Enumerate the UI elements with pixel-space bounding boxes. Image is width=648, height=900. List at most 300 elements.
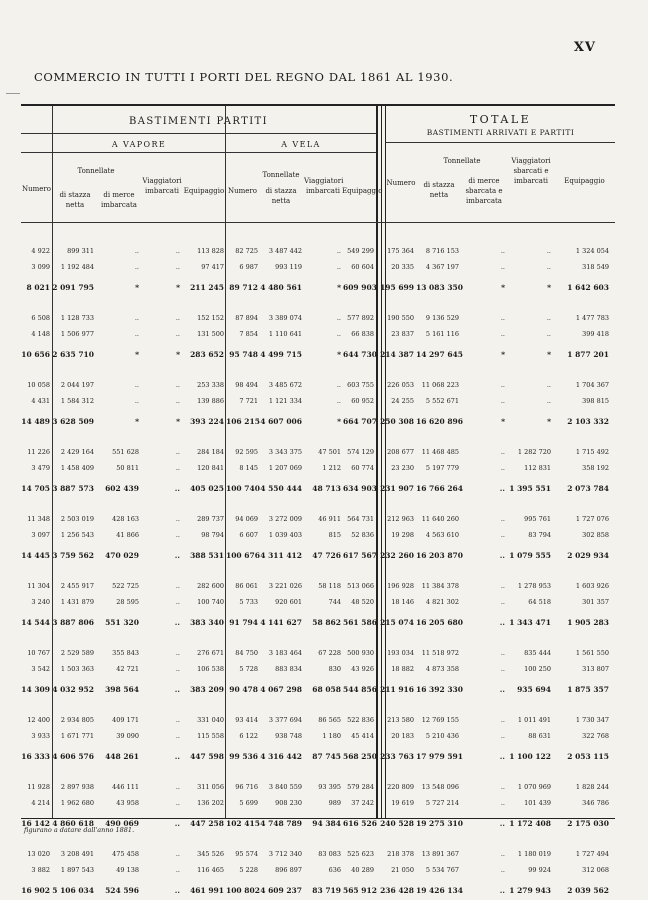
cell-numero: 3 933: [31, 732, 50, 740]
table-row: [21, 530, 615, 541]
cell-equipaggio-tot: 313 807: [582, 665, 609, 673]
cell-viaggiatori: ..: [174, 618, 180, 627]
cell-numero-tot: 20 335: [391, 263, 414, 271]
cell-numero-vela: 99 536: [229, 752, 258, 761]
cell-numero: 14 705: [21, 484, 50, 493]
cell-stazza-tot: 4 563 610: [425, 531, 459, 539]
cell-numero: 3 882: [31, 866, 50, 874]
cell-numero: 4 214: [31, 799, 50, 807]
cell-numero-vela: 6 987: [239, 263, 258, 271]
cell-numero-tot: 213 580: [387, 716, 414, 724]
cell-equipaggio: 383 209: [190, 685, 224, 694]
cell-numero: 12 400: [27, 716, 50, 724]
cell-stazza-vela: 4 480 561: [260, 283, 302, 292]
cell-viaggiatori: ..: [175, 515, 180, 523]
cell-numero-tot: 220 809: [387, 783, 414, 791]
section-divider: [381, 106, 386, 818]
cell-numero-vela: 98 494: [235, 381, 258, 389]
cell-equipaggio: 383 340: [190, 618, 224, 627]
cell-viaggiatori: ..: [175, 448, 180, 456]
cell-equipaggio: 276 671: [197, 649, 224, 657]
cell-stazza-tot: 4 873 358: [425, 665, 459, 673]
cell-numero: 11 304: [27, 582, 50, 590]
cell-viaggiatori-vela: ..: [336, 330, 341, 338]
cell-stazza-tot: 5 552 671: [425, 397, 459, 405]
cell-equipaggio: 106 538: [197, 665, 224, 673]
cell-viaggiatori-tot: 1 079 555: [509, 551, 551, 560]
cell-viaggiatori-vela: *: [337, 350, 341, 359]
cell-equipaggio: 311 056: [197, 783, 224, 791]
table-row: [21, 597, 615, 608]
cell-viaggiatori: ..: [175, 582, 180, 590]
cell-merce-tot: ..: [500, 448, 505, 456]
cell-merce-tot: ..: [500, 582, 505, 590]
cell-viaggiatori: ..: [175, 598, 180, 606]
table-row-total: [21, 684, 615, 695]
header-di-merce: di merce imbarcata: [101, 191, 137, 209]
cell-merce: *: [135, 417, 139, 426]
cell-equipaggio: 388 531: [190, 551, 224, 560]
cell-numero-vela: 96 716: [235, 783, 258, 791]
cell-equipaggio-vela: 568 250: [343, 752, 377, 761]
cell-numero: 11 348: [27, 515, 50, 523]
cell-merce-tot: ..: [500, 330, 505, 338]
header-equipaggio: Equipaggio: [183, 187, 225, 195]
cell-equipaggio-vela: 60 604: [351, 263, 374, 271]
cell-numero: 14 309: [21, 685, 50, 694]
header-tonnellate-vela: Tonnellate: [262, 171, 300, 179]
cell-numero-vela: 94 069: [235, 515, 258, 523]
cell-viaggiatori: ..: [175, 665, 180, 673]
cell-equipaggio-vela: 574 129: [347, 448, 374, 456]
cell-numero: 3 097: [31, 531, 50, 539]
cell-equipaggio-vela: 561 586: [343, 618, 377, 627]
cell-merce-tot: ..: [500, 263, 505, 271]
cell-viaggiatori-tot: ..: [546, 330, 551, 338]
cell-numero-vela: 6 122: [239, 732, 258, 740]
cell-numero-vela: 7 854: [239, 330, 258, 338]
table-row-total: [21, 617, 615, 628]
header-rule: [21, 152, 376, 153]
cell-numero-tot: 233 763: [380, 752, 414, 761]
cell-equipaggio-tot: 1 828 244: [575, 783, 609, 791]
cell-stazza-tot: 9 136 529: [425, 314, 459, 322]
cell-equipaggio-tot: 2 053 115: [567, 752, 609, 761]
cell-merce-tot: ..: [500, 732, 505, 740]
cell-merce: 490 069: [105, 819, 139, 828]
cell-viaggiatori-tot: ..: [546, 263, 551, 271]
cell-numero-vela: 106 215: [226, 417, 260, 426]
cell-merce-tot: *: [501, 417, 505, 426]
cell-merce: 470 029: [105, 551, 139, 560]
cell-stazza: 899 311: [67, 247, 94, 255]
cell-equipaggio-tot: 1 477 783: [575, 314, 609, 322]
cell-stazza-vela: 938 748: [275, 732, 302, 740]
cell-viaggiatori: ..: [175, 330, 180, 338]
cell-merce: 524 596: [105, 886, 139, 895]
cell-merce: 602 439: [105, 484, 139, 493]
cell-equipaggio: 116 465: [197, 866, 224, 874]
col-divider: [52, 106, 53, 818]
cell-equipaggio-vela: 603 755: [347, 381, 374, 389]
cell-equipaggio: 139 886: [197, 397, 224, 405]
cell-stazza-tot: 11 068 223: [421, 381, 459, 389]
cell-stazza: 2 635 710: [52, 350, 94, 359]
cell-merce-tot: ..: [499, 752, 505, 761]
cell-equipaggio-vela: 40 289: [351, 866, 374, 874]
cell-stazza: 3 887 573: [52, 484, 94, 493]
cell-viaggiatori: ..: [175, 732, 180, 740]
cell-stazza-vela: 3 487 442: [268, 247, 302, 255]
cell-equipaggio-tot: 1 715 492: [575, 448, 609, 456]
cell-viaggiatori: ..: [175, 866, 180, 874]
cell-stazza: 2 455 917: [60, 582, 94, 590]
cell-equipaggio-vela: 565 912: [343, 886, 377, 895]
cell-viaggiatori: ..: [175, 314, 180, 322]
cell-numero-tot: 23 230: [391, 464, 414, 472]
cell-numero-tot: 193 034: [387, 649, 414, 657]
cell-merce-tot: ..: [499, 484, 505, 493]
col-divider: [376, 106, 378, 818]
table-row: [21, 648, 615, 659]
cell-numero-vela: 8 145: [239, 464, 258, 472]
cell-stazza-vela: 3 343 375: [268, 448, 302, 456]
cell-viaggiatori-vela: ..: [336, 247, 341, 255]
cell-viaggiatori-vela: 989: [328, 799, 341, 807]
cell-viaggiatori-vela: ..: [336, 314, 341, 322]
cell-stazza-vela: 4 316 442: [260, 752, 302, 761]
group-vela-label: A VELA: [281, 140, 321, 149]
cell-stazza: 4 860 618: [52, 819, 94, 828]
cell-numero: 4 922: [31, 247, 50, 255]
cell-equipaggio-tot: 2 175 030: [567, 819, 609, 828]
cell-stazza-vela: 4 550 444: [260, 484, 302, 493]
cell-numero-tot: 211 916: [380, 685, 414, 694]
cell-equipaggio-tot: 2 103 332: [567, 417, 609, 426]
cell-stazza-tot: 5 197 779: [425, 464, 459, 472]
cell-viaggiatori-vela: 83 083: [318, 850, 341, 858]
cell-stazza-vela: 3 377 694: [268, 716, 302, 724]
cell-stazza: 3 887 806: [52, 618, 94, 627]
cell-equipaggio-vela: 66 838: [351, 330, 374, 338]
cell-viaggiatori-tot: 1 180 019: [517, 850, 551, 858]
cell-stazza-tot: 16 392 330: [416, 685, 463, 694]
cell-viaggiatori-vela: 47 726: [312, 551, 341, 560]
cell-stazza: 4 606 576: [52, 752, 94, 761]
table-row-total: [21, 885, 615, 896]
cell-equipaggio: 405 025: [190, 484, 224, 493]
cell-viaggiatori-tot: 64 518: [528, 598, 551, 606]
header-numero: Numero: [22, 185, 51, 193]
cell-viaggiatori-tot: 88 631: [528, 732, 551, 740]
cell-equipaggio: 120 841: [197, 464, 224, 472]
table-row: [21, 782, 615, 793]
cell-equipaggio-tot: 1 730 347: [575, 716, 609, 724]
cell-viaggiatori: *: [176, 417, 180, 426]
cell-merce: 355 843: [112, 649, 139, 657]
cell-stazza: 2 934 805: [60, 716, 94, 724]
cell-numero-vela: 100 740: [226, 484, 260, 493]
cell-numero-tot: 232 260: [380, 551, 414, 560]
cell-numero: 3 542: [31, 665, 50, 673]
cell-viaggiatori-tot: 101 439: [524, 799, 551, 807]
cell-merce-tot: ..: [499, 685, 505, 694]
header-rule: [386, 142, 615, 143]
cell-numero: 10 656: [21, 350, 50, 359]
cell-stazza: 3 628 509: [52, 417, 94, 426]
cell-stazza-vela: 4 311 412: [260, 551, 302, 560]
cell-stazza-vela: 4 609 237: [260, 886, 302, 895]
cell-equipaggio-tot: 1 875 357: [567, 685, 609, 694]
cell-numero: 14 544: [21, 618, 50, 627]
cell-numero: 10 058: [27, 381, 50, 389]
cell-numero-vela: 95 748: [229, 350, 258, 359]
cell-numero-tot: 212 963: [387, 515, 414, 523]
cell-merce: 41 866: [116, 531, 139, 539]
cell-merce: ..: [134, 330, 139, 338]
cell-numero-vela: 6 607: [239, 531, 258, 539]
cell-merce: 39 090: [116, 732, 139, 740]
header-equipaggio-vela: Equipaggio: [342, 187, 383, 195]
cell-merce: ..: [134, 397, 139, 405]
cell-equipaggio-tot: 1 905 283: [567, 618, 609, 627]
header-viaggiatori: Viaggiatori imbarcati: [142, 177, 182, 195]
cell-numero-tot: 196 928: [387, 582, 414, 590]
cell-numero-vela: 5 733: [239, 598, 258, 606]
cell-merce-tot: ..: [499, 551, 505, 560]
cell-numero-vela: 89 712: [229, 283, 258, 292]
cell-equipaggio-vela: 48 520: [351, 598, 374, 606]
cell-numero-vela: 95 574: [235, 850, 258, 858]
cell-equipaggio-vela: 45 414: [351, 732, 374, 740]
cell-viaggiatori-tot: 112 831: [524, 464, 551, 472]
cell-equipaggio-vela: 616 526: [343, 819, 377, 828]
cell-stazza: 2 529 589: [60, 649, 94, 657]
cell-stazza-vela: 3 183 464: [268, 649, 302, 657]
cell-numero-vela: 92 595: [235, 448, 258, 456]
cell-equipaggio-vela: 60 952: [351, 397, 374, 405]
cell-numero-vela: 82 725: [235, 247, 258, 255]
cell-merce: 551 320: [105, 618, 139, 627]
cell-equipaggio-tot: 398 815: [582, 397, 609, 405]
cell-merce-tot: ..: [500, 866, 505, 874]
cell-merce: *: [135, 350, 139, 359]
cell-viaggiatori-vela: 86 565: [318, 716, 341, 724]
cell-merce: 409 171: [112, 716, 139, 724]
cell-stazza-vela: 1 110 641: [268, 330, 302, 338]
cell-viaggiatori-vela: 94 384: [312, 819, 341, 828]
cell-viaggiatori: ..: [175, 649, 180, 657]
cell-stazza-tot: 17 979 591: [416, 752, 463, 761]
cell-stazza-vela: 908 230: [275, 799, 302, 807]
cell-viaggiatori: ..: [174, 484, 180, 493]
cell-merce: 42 721: [116, 665, 139, 673]
cell-numero-tot: 250 308: [380, 417, 414, 426]
cell-equipaggio-tot: 1 877 201: [567, 350, 609, 359]
cell-viaggiatori: ..: [174, 752, 180, 761]
cell-merce-tot: ..: [499, 618, 505, 627]
cell-numero: 13 020: [27, 850, 50, 858]
cell-viaggiatori-vela: ..: [336, 381, 341, 389]
cell-numero-vela: 100 802: [226, 886, 260, 895]
header-di-stazza-tot: di stazza netta: [423, 181, 455, 199]
cell-equipaggio-vela: 609 903: [343, 283, 377, 292]
cell-viaggiatori-tot: ..: [546, 314, 551, 322]
group-vapore-label: A VAPORE: [111, 140, 167, 149]
cell-viaggiatori-tot: 1 070 969: [517, 783, 551, 791]
cell-stazza-tot: 14 297 645: [416, 350, 463, 359]
cell-merce-tot: ..: [499, 819, 505, 828]
cell-numero-tot: 23 837: [391, 330, 414, 338]
cell-numero-vela: 90 478: [229, 685, 258, 694]
cell-stazza-tot: 19 426 134: [416, 886, 463, 895]
cell-merce: 43 958: [116, 799, 139, 807]
cell-viaggiatori: ..: [175, 850, 180, 858]
table-row-total: [21, 349, 615, 360]
cell-equipaggio-tot: 1 324 054: [575, 247, 609, 255]
cell-stazza: 1 256 543: [60, 531, 94, 539]
cell-viaggiatori: ..: [175, 247, 180, 255]
cell-equipaggio-tot: 2 029 934: [567, 551, 609, 560]
cell-merce-tot: ..: [500, 649, 505, 657]
table-row-total: [21, 282, 615, 293]
cell-numero: 16 902: [21, 886, 50, 895]
cell-merce-tot: ..: [500, 799, 505, 807]
cell-numero-tot: 215 074: [380, 618, 414, 627]
table-row: [21, 313, 615, 324]
cell-numero: 10 767: [27, 649, 50, 657]
cell-numero-tot: 20 183: [391, 732, 414, 740]
cell-merce: 522 725: [112, 582, 139, 590]
cell-merce: 551 628: [112, 448, 139, 456]
cell-merce-tot: ..: [500, 598, 505, 606]
cell-stazza-tot: 13 891 367: [421, 850, 459, 858]
cell-stazza-tot: 4 367 197: [425, 263, 459, 271]
cell-viaggiatori: ..: [175, 783, 180, 791]
cell-stazza-vela: 1 121 334: [268, 397, 302, 405]
cell-merce-tot: ..: [500, 531, 505, 539]
cell-equipaggio-tot: 1 642 603: [567, 283, 609, 292]
cell-stazza: 5 106 034: [52, 886, 94, 895]
cell-numero-vela: 87 894: [235, 314, 258, 322]
table-row-total: [21, 483, 615, 494]
cell-stazza: 1 897 543: [60, 866, 94, 874]
cell-stazza: 2 091 795: [52, 283, 94, 292]
cell-numero: 14 489: [21, 417, 50, 426]
cell-equipaggio: 131 500: [197, 330, 224, 338]
cell-equipaggio-vela: 644 730: [343, 350, 377, 359]
cell-equipaggio-vela: 617 567: [343, 551, 377, 560]
cell-numero: 14 445: [21, 551, 50, 560]
cell-equipaggio: 393 224: [190, 417, 224, 426]
cell-stazza: 3 759 562: [52, 551, 94, 560]
cell-viaggiatori: ..: [174, 551, 180, 560]
cell-stazza-vela: 4 607 006: [260, 417, 302, 426]
table-row: [21, 731, 615, 742]
cell-stazza: 1 503 363: [60, 665, 94, 673]
cell-viaggiatori-vela: 48 713: [312, 484, 341, 493]
cell-viaggiatori-vela: ..: [336, 397, 341, 405]
cell-stazza: 2 429 164: [60, 448, 94, 456]
cell-merce: ..: [134, 247, 139, 255]
cell-viaggiatori: ..: [175, 716, 180, 724]
header-viaggiatori-vela: Viaggiatori imbarcati: [304, 177, 344, 195]
cell-merce: 475 458: [112, 850, 139, 858]
cell-numero-vela: 84 750: [235, 649, 258, 657]
cell-equipaggio-tot: 302 858: [582, 531, 609, 539]
cell-stazza-vela: 4 067 298: [260, 685, 302, 694]
cell-stazza-tot: 11 468 485: [421, 448, 459, 456]
cell-stazza: 1 458 409: [60, 464, 94, 472]
cell-stazza: 1 128 733: [60, 314, 94, 322]
cell-stazza-tot: 19 275 310: [416, 819, 463, 828]
cell-numero: 8 021: [26, 283, 50, 292]
cell-viaggiatori-vela: 744: [328, 598, 341, 606]
cell-viaggiatori: *: [176, 283, 180, 292]
cell-numero: 4 431: [31, 397, 50, 405]
cell-stazza-tot: 11 518 972: [421, 649, 459, 657]
cell-equipaggio: 284 184: [197, 448, 224, 456]
cell-merce: 428 163: [112, 515, 139, 523]
cell-stazza-tot: 13 083 350: [416, 283, 463, 292]
cell-equipaggio-vela: 564 731: [347, 515, 374, 523]
cell-viaggiatori-tot: *: [547, 350, 551, 359]
cell-equipaggio-tot: 1 727 076: [575, 515, 609, 523]
page-number: XV: [573, 40, 596, 55]
table-row: [21, 865, 615, 876]
cell-viaggiatori: ..: [174, 685, 180, 694]
cell-numero-tot: 21 050: [391, 866, 414, 874]
cell-merce-tot: ..: [500, 314, 505, 322]
cell-viaggiatori: ..: [175, 799, 180, 807]
cell-viaggiatori-tot: *: [547, 283, 551, 292]
section-totale-sublabel: BASTIMENTI ARRIVATI E PARTITI: [426, 128, 575, 137]
cell-stazza: 1 431 879: [60, 598, 94, 606]
cell-equipaggio: 136 202: [197, 799, 224, 807]
cell-stazza-vela: 3 840 559: [268, 783, 302, 791]
cell-numero: 3 099: [31, 263, 50, 271]
cell-equipaggio: 282 600: [197, 582, 224, 590]
cell-equipaggio-tot: 312 068: [582, 866, 609, 874]
cell-numero: 16 142: [21, 819, 50, 828]
header-di-stazza-vela: di stazza netta: [265, 187, 297, 205]
cell-merce-tot: ..: [500, 381, 505, 389]
cell-merce: 398 564: [105, 685, 139, 694]
cell-stazza: 2 897 938: [60, 783, 94, 791]
cell-numero-tot: 214 387: [380, 350, 414, 359]
header-numero-vela: Numero: [228, 187, 257, 195]
cell-merce: 49 138: [116, 866, 139, 874]
cell-stazza: 1 584 312: [60, 397, 94, 405]
cell-equipaggio-tot: 1 727 494: [575, 850, 609, 858]
cell-equipaggio-tot: 1 704 367: [575, 381, 609, 389]
cell-numero-vela: 102 415: [226, 819, 260, 828]
cell-numero: 6 508: [31, 314, 50, 322]
cell-equipaggio: 331 040: [197, 716, 224, 724]
cell-equipaggio-tot: 1 561 550: [575, 649, 609, 657]
cell-equipaggio-tot: 2 073 784: [567, 484, 609, 493]
cell-stazza: 1 962 680: [60, 799, 94, 807]
cell-viaggiatori-vela: *: [337, 417, 341, 426]
footnote: figurano a datare dall'anno 1881.: [24, 826, 135, 834]
cell-viaggiatori-vela: 58 862: [312, 618, 341, 627]
cell-equipaggio-tot: 399 418: [582, 330, 609, 338]
cell-viaggiatori-vela: 636: [328, 866, 341, 874]
cell-stazza-vela: 1 039 403: [268, 531, 302, 539]
cell-stazza-vela: 4 748 789: [260, 819, 302, 828]
table-row: [21, 581, 615, 592]
cell-numero-vela: 5 699: [239, 799, 258, 807]
